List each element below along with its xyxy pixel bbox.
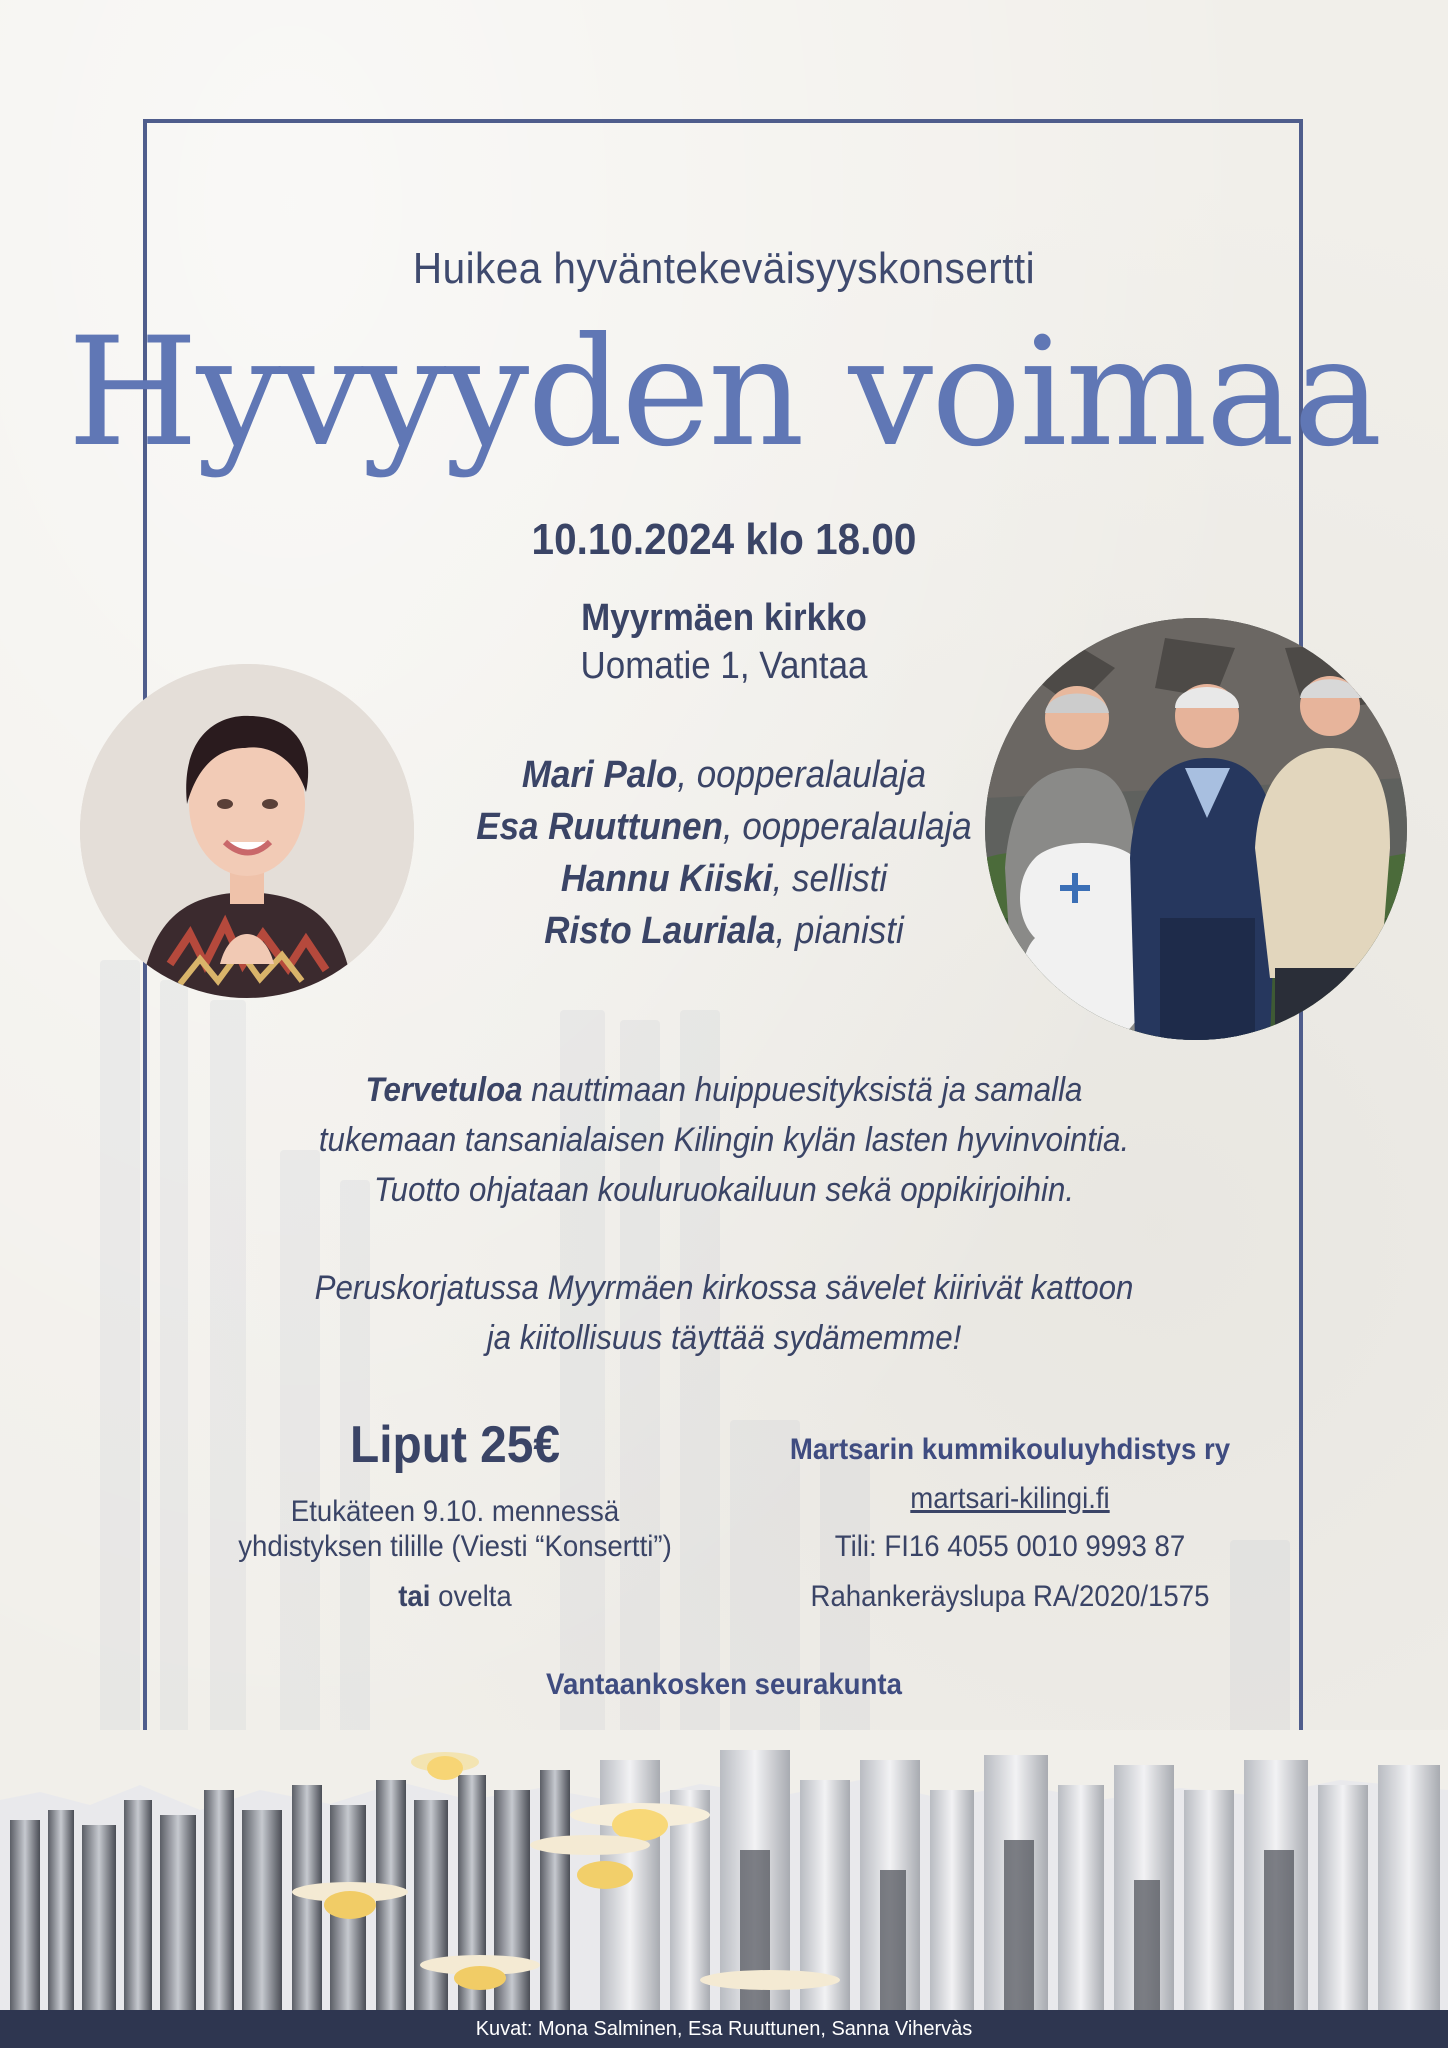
intro-line-rest: nauttimaan huippuesityksistä ja samalla <box>522 1071 1083 1109</box>
intro-line: tukemaan tansanialaisen Kilingin kylän lasten hyvinvointia. <box>318 1121 1130 1159</box>
or-word: tai <box>398 1580 431 1613</box>
intro-lead-word: Tervetuloa <box>365 1071 523 1109</box>
performer-name: Esa Ruuttunen <box>476 806 723 848</box>
closing-line: Peruskorjatussa Myyrmäen kirkossa sävelet kiirivät kattoon <box>314 1269 1134 1307</box>
ticket-presale-deadline: Etukäteen 9.10. mennessä <box>290 1495 620 1528</box>
venue-address: Uomatie 1, Vantaa <box>580 645 868 687</box>
fundraising-permit: Rahankeräyslupa RA/2020/1575 <box>810 1580 1210 1613</box>
performer-role: , oopperalaulaja <box>677 754 927 796</box>
performer-role: , pianisti <box>775 910 904 952</box>
performer-role: , sellisti <box>772 858 888 900</box>
singer-portrait-photo <box>80 664 414 998</box>
performer-role: , oopperalaulaja <box>722 806 972 848</box>
event-title: Hyvyyden voimaa <box>67 306 1381 480</box>
ticket-door-option <box>230 1580 681 1614</box>
event-subtitle: Huikea hyväntekeväisyyskonsertti <box>412 244 1036 293</box>
photo-credits: Kuvat: Mona Salminen, Esa Ruuttunen, Sanna Vihervàs <box>0 2010 1448 2048</box>
performer-name: Hannu Kiiski <box>560 858 773 900</box>
closing-line: ja kiitollisuus täyttää sydämemme! <box>486 1319 962 1357</box>
organizer-bank-account: Tili: FI16 4055 0010 9993 87 <box>834 1530 1186 1563</box>
performer-name: Risto Lauriala <box>544 910 776 952</box>
event-datetime: 10.10.2024 klo 18.00 <box>531 515 917 564</box>
intro-paragraph <box>0 1065 1448 1215</box>
organizer-website-link[interactable]: martsari-kilingi.fi <box>910 1482 1110 1515</box>
ticket-price: Liput 25€ <box>349 1416 560 1474</box>
parish-name: Vantaankosken seurakunta <box>546 1668 902 1701</box>
door-text: ovelta <box>430 1580 512 1613</box>
intro-line <box>58 1065 1390 1115</box>
performer-name: Mari Palo <box>521 754 678 796</box>
venue-name: Myyrmäen kirkko <box>581 597 867 639</box>
ticket-presale-instructions: yhdistyksen tilille (Viesti “Konsertti”) <box>238 1530 672 1563</box>
organ-pipes-photo <box>0 1730 1448 2010</box>
intro-line: Tuotto ohjataan kouluruokailuun sekä oppikirjoihin. <box>373 1171 1075 1209</box>
closing-paragraph <box>0 1263 1448 1363</box>
trio-portrait-photo <box>985 618 1407 1040</box>
organizer-name: Martsarin kummikouluyhdistys ry <box>789 1433 1231 1466</box>
